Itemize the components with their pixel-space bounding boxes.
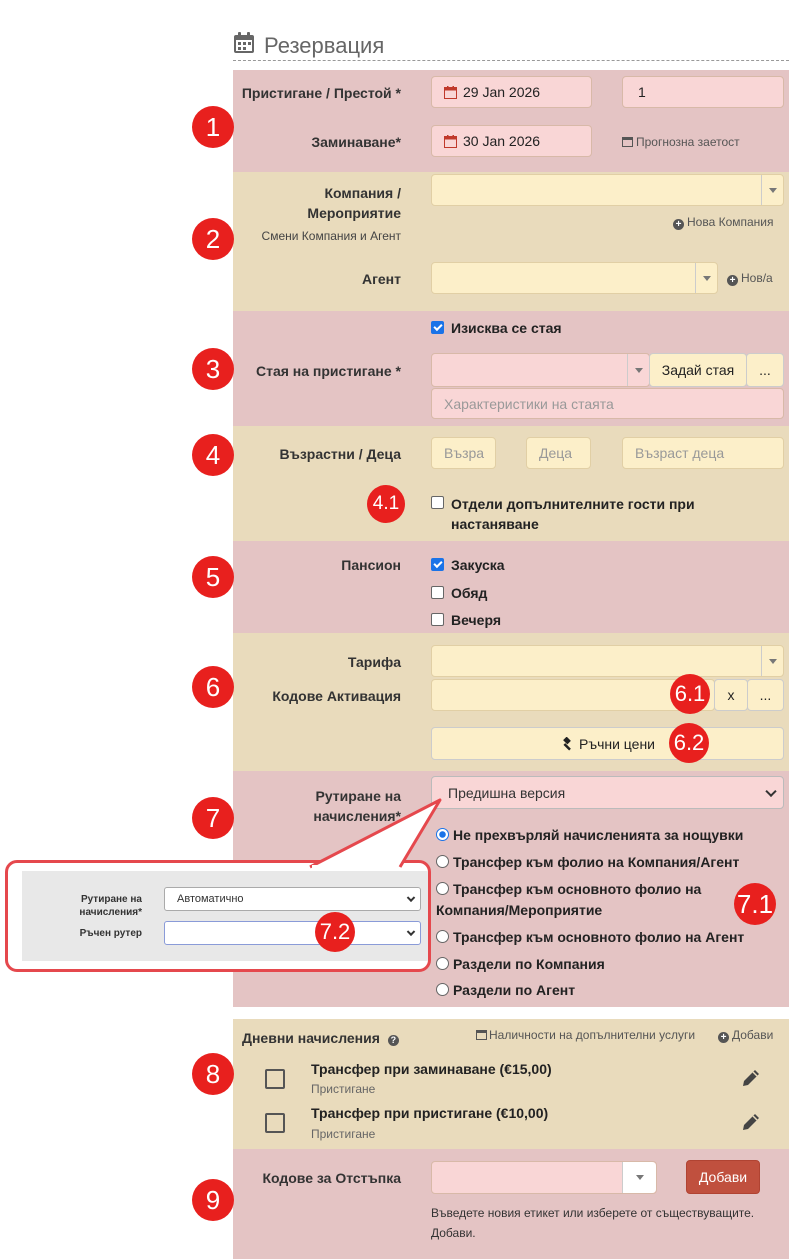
new-company-link[interactable] bbox=[673, 215, 774, 230]
agent-select[interactable] bbox=[431, 262, 718, 294]
calendar-icon bbox=[444, 86, 457, 99]
step-badge-5: 5 bbox=[192, 556, 234, 598]
child-ages-input[interactable] bbox=[622, 437, 784, 469]
breakfast-label: Закуска bbox=[451, 557, 505, 573]
calendar-icon bbox=[476, 1029, 487, 1040]
charge-item-checkbox[interactable] bbox=[265, 1113, 285, 1133]
routing-label-line2: начисления* bbox=[313, 808, 401, 824]
discount-hint bbox=[431, 1203, 754, 1243]
company-select[interactable] bbox=[431, 174, 784, 206]
board-label: Пансион bbox=[341, 557, 401, 573]
routing-option-split-company-label: Раздели по Компания bbox=[453, 956, 605, 972]
room-more-button[interactable]: ... bbox=[746, 353, 784, 387]
adults-placeholder: Възра bbox=[444, 445, 485, 461]
callout-routing-select[interactable] bbox=[164, 887, 421, 911]
discount-codes-input[interactable] bbox=[431, 1161, 657, 1194]
daily-charges-title-text: Дневни начисления bbox=[242, 1030, 380, 1046]
company-label-line2: Мероприятие bbox=[307, 205, 401, 221]
discount-codes-label: Кодове за Отстъпка bbox=[262, 1170, 401, 1186]
page-title: Резервация bbox=[264, 33, 385, 58]
step-badge-4: 4 bbox=[192, 434, 234, 476]
room-features-placeholder: Характеристики на стаята bbox=[444, 395, 614, 412]
calendar-icon bbox=[622, 136, 633, 147]
dinner-label: Вечеря bbox=[451, 612, 501, 628]
section-board bbox=[233, 541, 789, 633]
separate-guests-line2: настаняване bbox=[451, 516, 539, 532]
callout-routing-label-line1: Рутиране на bbox=[80, 894, 142, 905]
change-company-agent-link[interactable]: Смени Компания и Агент bbox=[261, 229, 401, 243]
add-daily-charge-text: Добави bbox=[732, 1028, 774, 1042]
discount-hint-line1: Въведете новия етикет или изберете от съществуващите. bbox=[431, 1206, 755, 1220]
company-label-line1: Компания / bbox=[324, 185, 401, 201]
step-badge-4-1: 4.1 bbox=[367, 485, 405, 523]
charge-item-sub: Пристигане bbox=[311, 1082, 376, 1096]
chevron-down-icon bbox=[761, 175, 783, 205]
service-availability-link[interactable] bbox=[476, 1028, 695, 1042]
departure-date-value: 30 Jan 2026 bbox=[463, 133, 541, 149]
callout-routing-label bbox=[22, 893, 142, 919]
departure-date-input[interactable] bbox=[431, 125, 592, 157]
calendar-icon bbox=[444, 135, 457, 148]
callout-routing-label-line2: начисления* bbox=[79, 907, 142, 918]
help-icon[interactable]: ? bbox=[388, 1035, 399, 1046]
room-features-input[interactable] bbox=[431, 388, 784, 419]
agent-label: Агент bbox=[361, 271, 401, 287]
departure-label: Заминаване* bbox=[311, 134, 401, 150]
children-placeholder: Деца bbox=[539, 445, 573, 461]
step-badge-9: 9 bbox=[192, 1179, 234, 1221]
nights-input[interactable] bbox=[622, 76, 784, 108]
charge-item-checkbox[interactable] bbox=[265, 1069, 285, 1089]
routing-option-company-agent-label: Трансфер към фолио на Компания/Агент bbox=[453, 854, 740, 870]
daily-charges-title bbox=[242, 1030, 399, 1046]
room-required-label: Изисква се стая bbox=[451, 320, 562, 336]
routing-option-company-main-label-line2: Компания/Мероприятие bbox=[436, 902, 603, 918]
charge-item-sub: Пристигане bbox=[311, 1127, 376, 1141]
chevron-down-icon bbox=[407, 928, 415, 936]
step-badge-2: 2 bbox=[192, 218, 234, 260]
separate-guests-checkbox[interactable] bbox=[431, 496, 444, 509]
children-input[interactable] bbox=[526, 437, 591, 469]
callout-pointer bbox=[300, 795, 450, 870]
routing-label-line1: Рутиране на bbox=[315, 788, 401, 804]
adults-input[interactable] bbox=[431, 437, 496, 469]
calendar-icon bbox=[233, 32, 255, 54]
arrival-date-input[interactable] bbox=[431, 76, 592, 108]
activation-codes-label: Кодове Активация bbox=[272, 688, 401, 704]
callout-routing-value: Автоматично bbox=[177, 893, 244, 905]
charge-item-name: Трансфер при заминаване (€15,00) bbox=[311, 1061, 552, 1077]
charge-item-name: Трансфер при пристигане (€10,00) bbox=[311, 1105, 549, 1121]
tariff-select[interactable] bbox=[431, 645, 784, 677]
step-badge-1: 1 bbox=[192, 106, 234, 148]
guests-label: Възрастни / Деца bbox=[279, 446, 401, 462]
new-agent-link[interactable] bbox=[727, 271, 773, 286]
codes-more-button[interactable]: ... bbox=[747, 679, 784, 711]
service-availability-text: Наличности на допълнителни услуги bbox=[489, 1028, 696, 1042]
new-company-text: Нова Компания bbox=[687, 215, 774, 229]
step-badge-8: 8 bbox=[192, 1053, 234, 1095]
tariff-label: Тарифа bbox=[347, 654, 401, 670]
step-badge-7-1: 7.1 bbox=[734, 883, 776, 925]
callout-router-select[interactable] bbox=[164, 921, 421, 945]
routing-callout-inner bbox=[22, 871, 428, 961]
set-room-button[interactable]: Задай стая bbox=[649, 353, 747, 387]
routing-select[interactable] bbox=[431, 776, 784, 809]
arrival-date-value: 29 Jan 2026 bbox=[463, 84, 541, 100]
section-header bbox=[233, 28, 789, 61]
edit-icon[interactable] bbox=[741, 1068, 761, 1088]
edit-icon[interactable] bbox=[741, 1112, 761, 1132]
plus-icon: + bbox=[673, 219, 684, 230]
routing-callout bbox=[5, 860, 431, 972]
separate-guests-line1: Отдели допълнителните гости при bbox=[451, 496, 695, 512]
routing-select-value: Предишна версия bbox=[448, 784, 566, 801]
breakfast-checkbox[interactable] bbox=[431, 558, 444, 571]
child-ages-placeholder: Възраст деца bbox=[635, 445, 725, 461]
arrival-label: Пристигане / Престой * bbox=[241, 85, 401, 101]
room-select[interactable] bbox=[431, 353, 650, 387]
routing-option-company-main-label: Трансфер към основното фолио на bbox=[453, 881, 702, 897]
routing-option-agent-main-radio[interactable] bbox=[436, 930, 449, 943]
chevron-down-icon bbox=[765, 785, 776, 796]
gavel-icon bbox=[560, 737, 574, 751]
discount-hint-line2: Добави. bbox=[431, 1226, 476, 1240]
company-label bbox=[233, 183, 401, 223]
forecast-occupancy-text: Прогнозна заетост bbox=[636, 135, 740, 149]
manual-prices-button[interactable] bbox=[431, 727, 784, 760]
routing-option-company-main-radio[interactable] bbox=[436, 882, 449, 895]
clear-codes-button[interactable]: x bbox=[714, 679, 748, 711]
room-label: Стая на пристигане * bbox=[255, 363, 401, 379]
room-required-checkbox[interactable] bbox=[431, 321, 444, 334]
step-badge-6-1: 6.1 bbox=[670, 674, 710, 714]
add-discount-button[interactable]: Добави bbox=[686, 1160, 760, 1194]
step-badge-6-2: 6.2 bbox=[669, 723, 709, 763]
routing-option-split-agent-label: Раздели по Агент bbox=[453, 982, 576, 998]
separate-guests-label bbox=[451, 494, 695, 534]
manual-prices-text: Ръчни цени bbox=[578, 735, 656, 752]
chevron-down-icon bbox=[695, 263, 717, 293]
step-badge-7: 7 bbox=[192, 797, 234, 839]
routing-option-agent-main-label: Трансфер към основното фолио на Агент bbox=[453, 929, 745, 945]
chevron-down-icon bbox=[627, 354, 649, 386]
add-daily-charge-link[interactable] bbox=[718, 1028, 773, 1043]
lunch-checkbox[interactable] bbox=[431, 586, 444, 599]
chevron-down-icon[interactable] bbox=[622, 1162, 656, 1193]
forecast-occupancy-link[interactable] bbox=[622, 135, 740, 149]
routing-option-split-company-radio[interactable] bbox=[436, 957, 449, 970]
dinner-checkbox[interactable] bbox=[431, 613, 444, 626]
nights-value: 1 bbox=[638, 84, 646, 100]
plus-icon: + bbox=[718, 1032, 729, 1043]
callout-router-label: Ръчен рутер bbox=[79, 928, 142, 939]
routing-option-split-agent-radio[interactable] bbox=[436, 983, 449, 996]
plus-icon: + bbox=[727, 275, 738, 286]
chevron-down-icon bbox=[407, 894, 415, 902]
step-badge-6: 6 bbox=[192, 666, 234, 708]
lunch-label: Обяд bbox=[451, 585, 488, 601]
routing-option-none-label: Не прехвърляй начисленията за нощувки bbox=[453, 827, 744, 843]
new-agent-text: Нов/а bbox=[741, 271, 773, 285]
step-badge-7-2: 7.2 bbox=[315, 912, 355, 952]
step-badge-3: 3 bbox=[192, 348, 234, 390]
chevron-down-icon bbox=[761, 646, 783, 676]
